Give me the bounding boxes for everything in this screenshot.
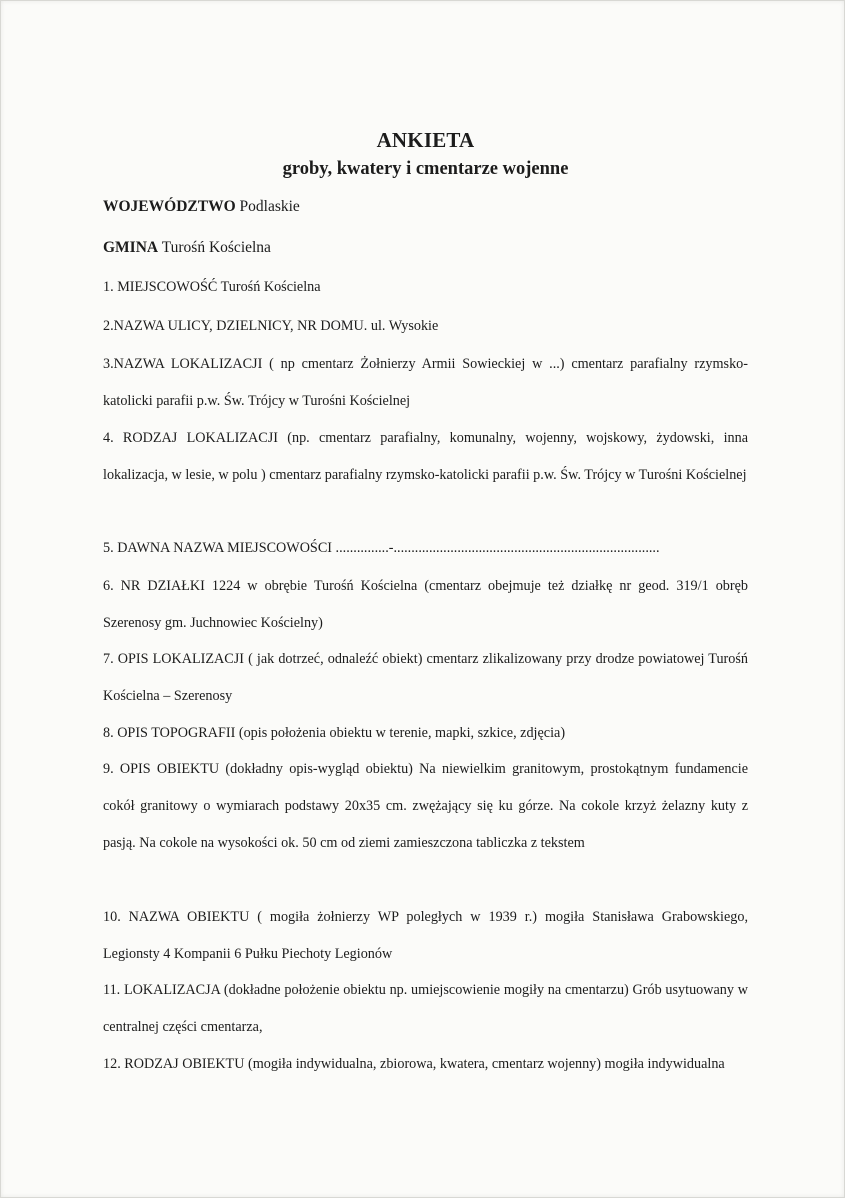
item-1-locality: 1. MIEJSCOWOŚĆ Turośń Kościelna: [103, 279, 321, 295]
item-2-street: 2.NAZWA ULICY, DZIELNICY, NR DOMU. ul. Wysokie: [103, 318, 439, 334]
item-11-localization: 11. LOKALIZACJA (dokładne położenie obiektu np. umiejscowienie mogiły na cmentarzu) Grób usytuowany w centralnej części cmentarza,: [103, 982, 748, 1035]
document-subtitle: groby, kwatery i cmentarze wojenne: [282, 159, 569, 179]
item-6-plot-number: 6. NR DZIAŁKI 1224 w obrębie Turośń Kościelna (cmentarz obejmuje też działkę nr geod. 319/1 obręb Szerenosy gm. Juchnowiec Kościelny): [103, 578, 748, 631]
voivodeship-label: WOJEWÓDZTWO: [103, 198, 236, 215]
item-12-object-type: 12. RODZAJ OBIEKTU (mogiła indywidualna, zbiorowa, kwatera, cmentarz wojenny) mogiła indywidualna: [103, 1056, 725, 1072]
item-3-location-name: 3.NAZWA LOKALIZACJI ( np cmentarz Żołnierzy Armii Sowieckiej w ...) cmentarz parafialny rzymsko-katolicki parafii p.w. Św. Trójcy w Turośni Kościelnej: [103, 356, 748, 409]
item-8-topography: 8. OPIS TOPOGRAFII (opis położenia obiektu w terenie, mapki, szkice, zdjęcia): [103, 725, 566, 741]
item-5-former-name: 5. DAWNA NAZWA MIEJSCOWOŚCI ...............-...........................................................................: [103, 540, 660, 556]
commune-label: GMINA: [103, 239, 159, 256]
document-title: ANKIETA: [376, 128, 475, 152]
item-10-object-name: 10. NAZWA OBIEKTU ( mogiła żołnierzy WP poległych w 1939 r.) mogiła Stanisława Grabowskiego, Legionsty 4 Kompanii 6 Pułku Piechoty Legionów: [103, 909, 748, 962]
survey-document: [103, 128, 748, 1072]
commune-value: Turośń Kościelna: [161, 239, 271, 256]
item-7-location-description: 7. OPIS LOKALIZACJI ( jak dotrzeć, odnaleźć obiekt) cmentarz zlikalizowany przy drodze powiatowej Turośń Kościelna – Szerenosy: [103, 651, 748, 704]
voivodeship-field: [103, 198, 748, 216]
item-9-object-description: 9. OPIS OBIEKTU (dokładny opis-wygląd obiektu) Na niewielkim granitowym, prostokątnym fundamencie cokół granitowy o wymiarach podstawy 20x35 cm. zwężający się ku górze. Na cokole krzyż żelazny kuty z pasją. Na cokole na wysokości ok. 50 cm od ziemi zamieszczona tabliczka z tekstem: [103, 761, 748, 851]
item-4-location-type: 4. RODZAJ LOKALIZACJI (np. cmentarz parafialny, komunalny, wojenny, wojskowy, żydowski, inna lokalizacja, w lesie, w polu ) cmentarz parafialny rzymsko-katolicki parafii p.w. Św. Trójcy w Turośni Kościelnej: [103, 430, 748, 483]
voivodeship-value: Podlaskie: [239, 198, 300, 215]
commune-field: [103, 239, 748, 257]
